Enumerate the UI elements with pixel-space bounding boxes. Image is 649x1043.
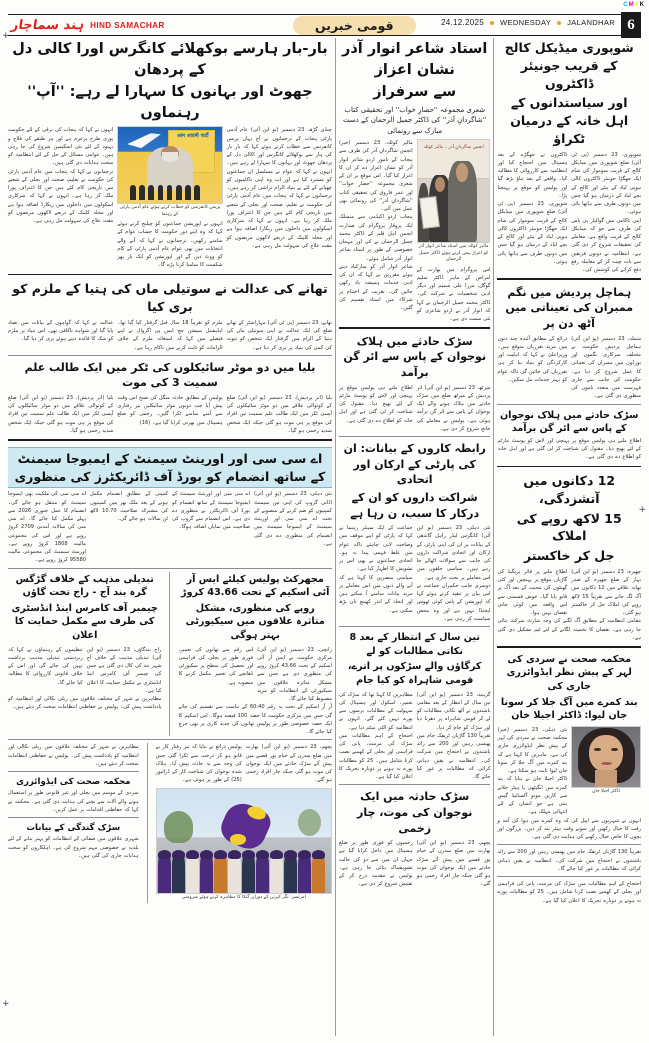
article-himachal-headline: ہماچل پردیش میں نگم ممبران کی تعیناتی میں آٹھ دن پر (505, 285, 634, 331)
article-accident-headline: سڑک حادثہ میں ایک نوجوان کی موت، چار زخمی (357, 790, 473, 835)
article-rahul-para3: دوسری جانب حکمراں جماعت نے اس بیان پر تنقید کرتے ہوئے کہا کہ اپوزیشن کے پاس کوئی ٹھوس ایجنڈا نہیں ہے اور وہ محض سیاست کر رہی ہے۔ (416, 582, 491, 622)
article-airgun-headline: سڑک حادثے میں ہلاک نوجوان کے پاس سے ائر گن برآمد (343, 334, 487, 380)
center-column-group (339, 38, 491, 1036)
separator-dot-icon (557, 21, 561, 25)
article-sri-para3: آر آر اسکیم کے تحت یہ رقم 60:40 کے تناسب سے تقسیم کی جائے گی جس میں مرکزی حکومت کا حصہ 100 فیصد ہوگا۔ اس اسکیم کا ایک حصہ خصوصی طور پر پولیس تھانوں کی جدید کاری پر بھی خرچ کیا جائے گا۔ (178, 704, 332, 736)
poet-text-col (339, 139, 413, 323)
event-backdrop-text: انجمن شاگردانِ آذر ۔ مالیر کوٹلہ (423, 145, 484, 151)
article-aap-para1: چنڈی گڑھ، 23 دسمبر (یو این آئی) عام آدمی پارٹی پنجاب کے ترجمانوں نے آج یہاں پریس کانفرنس سے خطاب کرتے ہوئے کہا کہ بار بار کی ہار سے بوکھلائے کانگرس اور اکالی دل کے پردھان جھوٹ اور بہانوں کا سہارا لے رہے ہیں۔ انہوں نے کہا کہ عوام نے مسلسل ان جماعتوں کو مسترد کیا ہے اور اب وہ اپنی ناکامیوں کو چھپانے کے لئے بے بنیاد الزام تراشی کر رہے ہیں۔ (226, 127, 332, 192)
cmyk-y: Y (634, 2, 640, 8)
article-road-accident (339, 788, 491, 888)
article-shopuri-clash (497, 38, 641, 274)
right-tail-block (497, 848, 641, 905)
article-poet-headline-line2: سے سرفراز (373, 84, 457, 101)
right-tail-para2: احتجاج کے اہم مطالبات میں سڑک کی مرمت، پانی کی فراہمی اور بجلی کے کھمبے نصب کرنا شامل ہیں۔ 25 کو مطالبات پورے نہ ہونے پر دوبارہ تحریک کا اعلان کیا گیا ہے۔ (497, 881, 641, 904)
article-acc-cement (8, 445, 332, 565)
article-aap-para3: انہوں نے اپوزیشن جماعتوں کو چیلنج کرتے ہوئے کہا کہ وہ اپنے دور حکومت کا حساب عوام کے سامنے رکھیں۔ ترجمانوں نے کہا کہ آنے والے انتخابات میں بھی عوام عام آدمی پارٹی کے کام کو ووٹ دیں گے اور اپوزیشن کو ایک بار پھر شکست کا سامنا کرنا پڑے گا۔ (117, 221, 223, 269)
bottom-left-text-col (8, 743, 139, 903)
publication-date: 24.12.2025 (441, 18, 485, 27)
tree-left (164, 811, 194, 842)
article-sri-para1: رانچی، 23 دسمبر (یو این آئی) مرکزی حکومت نے ایس آر آئی اسکیم کے تحت 43.66 کروڑ روپے کی منظوری دی ہے جس سے مشکل متاثرہ علاقوں میں سیکیورٹی کے انتظامات کو مزید مضبوط کیا جائے گا۔ (257, 646, 332, 703)
article-air-gun (339, 333, 491, 433)
cmyk-k: K (639, 2, 645, 8)
article-poet-para1: مالیر کوٹلہ، 23 دسمبر (خبر) انجمن شاگردانِ آذر کی طرف سے پنجاب کے نامور اردو شاعر انوار آذر کو نشان اعزاز دے کر ان کا اعزاز کیا گیا۔ اس موقع پر ان کے شعری مجموعہ ''حصارِ خواب'' اور عمر فاروق کی تحقیقی کتاب ''شاگردانِ آذر'' کی رونمائی بھی عمل میں آئی۔ (338, 140, 413, 213)
article-fire-para3: مقامی انتظامیہ کے مطابق آگ لگنے کی وجہ شارٹ سرکٹ بتائی جا رہی ہے۔ نقصان کا تخمینہ لگانے کے لئے ٹیم تشکیل دی گئی ہے۔ (497, 618, 641, 641)
portrait-face (589, 735, 623, 772)
gatka-performance-photo (156, 788, 332, 894)
article-highway-para2: مظاہرین کا کہنا تھا کہ سڑک کی تعمیر، اسکول اور ہسپتال کی سہولت کے مطالبات برسوں سے پورے نہیں کئے گئے۔ انہوں نے انتظامیہ کو الٹی میٹم دیا ہے۔ (338, 691, 413, 731)
article-bandh-para1: راج نندگاؤں، 23 دسمبر (یو این آئی) تبدیلی مذہب کے خلاف آج شہر بند کی کال دی گئی ہے جس کی چیمبر آف کامرس اینڈ انڈسٹری نے مکمل حمایت کا اعلان کیا ہے۔ (86, 646, 162, 694)
article-health-advisory (497, 652, 641, 842)
award-ceremony-photo (417, 139, 491, 243)
bottom-left-block (8, 743, 332, 903)
cmyk-m: M (628, 2, 635, 8)
article-shopuri-para1: شوپوری، 23 دسمبر (پی ٹی آئی) ضلع شوپوری میں میڈیکل کالج کے قریب سوموار کی شام ایک جھگڑا جونیئر ڈاکٹروں کالی ہوپی لباد کے بیٹے اور کالج کے بچے لباد کے درمیان ہو گیا جس میں دونوں طرف سے ہاتھا پائی ہوئی۔ (571, 151, 641, 216)
mid-left-pair (8, 572, 332, 737)
article-health-headline-line1: محکمہ صحت نے سردی کی لہر کے پیش نظر ایڈوائزری جاری کی (506, 653, 632, 693)
article-right-brief-headline: سڑک حادثے میں ہلاک نوجوان کے پاس سے ائر گن برآمد (499, 409, 639, 435)
article-ballia-para2: پولیس کے مطابق حادثہ منگل کی صبح اس وقت پیش آیا جب دونوں موٹر سائیکلیں تیز رفتاری سے آمنے سامنے ٹکرا گئیں۔ زخمی کو ضلع ہسپتال میں بھرتی کرایا گیا ہے۔ (16) (117, 394, 223, 426)
microphone-cluster (129, 185, 212, 200)
article-acc-headline: اے سی سی اور اورینٹ سیمنٹ کے ایمبوجا سیمنٹ کے ساتھ انضمام کو بورڈ آف ڈائریکٹرز کی منظوری (8, 447, 332, 489)
article-himachal-para2: ذرائع کے مطابق آئندہ چند دنوں میں مزید تقرریاں متوقع ہیں۔ وزیراعلیٰ نے کہا کہ اہلیت اور کارکردگی کو بنیاد بنا کر ہی تقرریاں کی جائیں گی تاکہ عوام کو بہتر خدمات مل سکیں۔ (497, 335, 568, 383)
article-ballia-col3 (8, 394, 113, 435)
article-highway-para4: احتجاج کے اہم مطالبات میں سڑک کی مرمت، پانی کی فراہمی اور بجلی کے کھمبے نصب کرنا شامل ہیں۔ 25 کو مطالبات پورے نہ ہونے پر دوبارہ تحریک کا اعلان کیا گیا ہے۔ (338, 732, 413, 781)
article-fire-para1: چھپرہ، 23 دسمبر (یو این آئی) بہار کے ضلع چھپرہ کے صدر تھانہ علاقے میں 12 دکانوں میں آگ لگ جانے سے تقریباً 15 لاکھ روپے کی املاک جل کر خاکستر ہو گئی۔ (571, 568, 641, 617)
crop-mark-top-left: + (2, 31, 10, 41)
article-shopuri-para3: اپنی ناکامی میں گوالیار پی پاس کی طرف سے جو کہ میڈیکل کالج کے قریب واقع ہے، معاملے کی تحقیقات شروع کر دی گئی ہے۔ انتظامیہ نے دونوں فریقین سے بات چیت کر کے معاملہ رفع دفع کرانے کی کوشش کی۔ (571, 217, 641, 273)
article-ballia-headline: بلیا میں دو موٹر سائیکلوں کی ٹکر میں ایک طالب علم سمیت 3 کی موت (24, 360, 316, 390)
article-poet-para2: پنجاب اردو اکیڈمی سے منسلک ایک پروقار پروگرام کی صدارت انجمن اہل قلم کے ڈاکٹر محمد جمیل الرحمان نے کی اور مہمان خصوصی کے طور پر استاد شاعر انوار آذر شامل ہوئے۔ (338, 214, 413, 262)
article-thane-court (8, 279, 332, 352)
crop-mark-bottom-left: + (2, 999, 10, 1009)
article-accident-para3: زخمیوں کو فوری طور پر ضلع ہسپتال میں داخل کرایا گیا ہے جہاں ان میں سے دو کی حالت تشویشناک بتائی جا رہی ہے۔ پولیس نے مقدمہ درج کر کے تفتیش شروع کر دی ہے۔ (338, 840, 413, 888)
article-aap-photo-col (117, 126, 222, 269)
party-backdrop-text: आम आदमी पार्टी (176, 133, 209, 140)
article-acc-col2 (172, 490, 250, 564)
page-number-badge: 6 (621, 12, 641, 38)
article-fire-headline-line3: جل کر خاکستر (523, 548, 615, 564)
article-health-para2: ڈاکٹر اجیلا خان نے بتایا کہ بند کمرے میں انگیٹھی یا ہیٹر جلانے سے کاربن مونو آکسائیڈ گیس بنتی ہے جو انسان کے لئے انتہائی مہلک ہے۔ (497, 776, 568, 816)
article-shopuri-para2: ڈاکٹروں نے جھگڑے کے بعد ہسپتال میں احتجاج کیا اور انتظامیہ سے کارروائی کا مطالبہ کیا۔ واقعے کے بعد تناؤ بڑھ گیا اور پولیس کو موقع پر پہنچنا پڑا۔ (497, 151, 568, 199)
article-fire-headline-line2: 15 لاکھ روپے کی املاک (516, 510, 622, 544)
article-poet-subhead: شعری مجموعہ ''حصارِ خواب'' اور تحقیقی کتاب ''شاگردانِ آذر'' کی ڈاکٹر جمیل الرحمان کے دست مبارک سے رونمائی (343, 105, 487, 135)
doctor-portrait-photo (571, 726, 641, 788)
article-ballia-col1 (227, 394, 332, 435)
article-highway-headline-line2: کرگاؤں والے سڑکوں پر اترے، قومی شاہراہ کو کیا جام (347, 661, 482, 687)
article-ballia (8, 359, 332, 435)
advisory-para: سردی کے موسم میں بجلی اور غیر قانونی طور پر استعمال ہونے والے آلات سے بچنے کی ہدایت دی گئی ہے۔ محکمہ نے کہا کہ حفاظتی اقدامات پر عمل کریں۔ (8, 790, 139, 813)
sanitation-para: شہری علاقوں میں صفائی کے انتظامات کو بہتر بنانے کے لئے بلدیہ نے خصوصی مہم شروع کی ہے۔ اہلکاروں کو سخت ہدایات جاری کی گئی ہیں۔ (8, 836, 139, 859)
article-aap-para2: ترجمانوں نے کہا کہ پنجاب میں عام آدمی پارٹی کی حکومت نے تعلیم، صحت اور بجلی کے شعبے میں تاریخی کام کئے ہیں جن کا اعتراف پورا ملک کر رہا ہے۔ انہوں نے کہا کہ سرکاری اسکولوں میں داخلوں میں ریکارڈ اضافہ ہوا ہے اور محلہ کلینک کے ذریعے لاکھوں مریضوں کو مفت علاج کی سہولت مل رہی ہے۔ (226, 193, 332, 249)
poet-photo-col (417, 139, 491, 323)
masthead-dateline (441, 18, 615, 27)
health-photo-col (571, 726, 641, 817)
advisory-headline: محکمہ صحت کی ایڈوائزری (16, 777, 131, 788)
article-rahul-para1: نئی دہلی، 23 دسمبر (یو این آئی) کانگرس لیڈر راہل گاندھی کے بیانات پر ان کی اپنی پارٹی کے ارکان اور اتحادی شراکت داروں کی جانب سے سوالات اٹھائے جا رہے ہیں۔ سیاسی حلقوں میں اس معاملے پر بحث جاری ہے۔ (416, 525, 491, 581)
article-poet-para3: اس پروگرام میں بھارت کے امراض کے ماہر ڈاکٹر سلیم گوگل، مرزا علی شمیم اور دیگر ادبی شخصیات نے شرکت کی۔ ڈاکٹر محمد جمیل الرحمان نے کہا کہ انوار آذر نے اردو شاعری کو نئی سمت دی ہے۔ (416, 266, 491, 322)
article-acc-para4: اے سی سی کی ملکیت بھی ایمبوجا سیمنٹ کو منتقل ہو جائے گی۔ انضمام کا عمل جنوری 2026 سے پہلے مکمل کیا جائے گا۔ اے سی سی کی سالانہ آمدنی 2709 کروڑ روپے ہے اور اس کی مجموعی مالیت 1808 کروڑ روپے ہے۔ اورینٹ سیمنٹ کی مجموعی مالیت 95580 کروڑ روپے ہے۔ (8, 491, 86, 564)
article-aap-para4: انہوں نے کہا کہ پنجاب کی ترقی کے لئے حکومت پوری طرح پرعزم ہے اور ہر طبقے کی فلاح و بہبود کے لئے نئی اسکیمیں شروع کی جا رہی ہیں۔ عوامی مسائل کے حل کے لئے انتظامیہ کو سخت ہدایات دی گئی ہیں۔ (8, 127, 114, 167)
article-aap-col3 (8, 126, 113, 269)
article-shops-fire (497, 471, 641, 642)
article-bandh-para2: تنظیموں کے رہنماؤں نے کہا کہ زبردستی تبدیلی مذہب برداشت نہیں کی جائے گی اور اس کے خلاف قانونی کارروائی کا مطالبہ کیا جائے گا۔ (7, 646, 83, 686)
article-aap-para2-dup: ترجمانوں نے کہا کہ پنجاب میں عام آدمی پارٹی کی حکومت نے تعلیم، صحت اور بجلی کے شعبے میں تاریخی کام کئے ہیں جن کا اعتراف پورا ملک کر رہا ہے۔ انہوں نے کہا کہ سرکاری اسکولوں میں داخلوں میں ریکارڈ اضافہ ہوا ہے اور محلہ کلینک کے ذریعے لاکھوں مریضوں کو مفت علاج کی سہولت مل رہی ہے۔ (8, 168, 114, 225)
right-column-group (497, 38, 641, 1036)
article-ballia-para1-cont: بلیا (اتر پردیش)، 23 دسمبر (یو این آئی) ضلع کے کوتوالی علاقے میں دو موٹر سائیکلوں کی آپسی ٹکر میں ایک طالب علم سمیت تین افراد کی موقع پر ہی موت ہو گئی جبکہ ایک شخص شدید زخمی ہو گیا۔ (8, 394, 114, 434)
speaker-beard (162, 152, 179, 161)
article-ballia-col2 (117, 394, 222, 435)
article-rahul-statements (339, 440, 491, 623)
performer-cloth (230, 834, 246, 844)
article-thane-para1: تھانے، 23 دسمبر (پی ٹی آئی) مہاراشٹر کے تھانے ضلع کی ایک عدالت نے اپنی سوتیلی ماں کی ہتیا کے الزام میں گرفتار ایک شخص کو ثبوت کی کمی کی بنیاد پر بری کر دیا ہے۔ (226, 319, 332, 351)
cmyk-c: C (623, 2, 629, 8)
publication-city: JALANDHAR (567, 18, 615, 27)
article-highway-blockade (339, 630, 491, 781)
article-fire-headline-line1: 12 دکانوں میں آتشزدگی، (523, 473, 616, 506)
article-health-para3: انہوں نے شہریوں سے اپیل کی کہ وہ کمرے میں ہوا کی آمد و رفت کا خیال رکھیں اور سوتے وقت ہیٹر بند کر دیں۔ بزرگوں اور بچوں کا خاص خیال رکھنے کی ہدایت دی گئی ہے۔ (497, 817, 641, 841)
article-health-para1: نئی دہلی، 23 دسمبر (خبر) محکمہ صحت نے سردی کی لہر کے پیش نظر ایڈوائزری جاری کی ہے۔ ماہرین کا کہنا ہے کہ بند کمرے میں آگ جلا کر سونا جان لیوا ثابت ہو سکتا ہے۔ (497, 726, 568, 775)
article-acc-para2: اے سی سی اور اورینٹ سیمنٹ کے ایمبوجا سیمنٹ کے ساتھ انضمام کو بورڈ آف ڈائریکٹرز نے منظوری دے دی ہے۔ اس انضمام سے گروپ کی صلاحیت میں نمایاں اضافہ ہوگا۔ (171, 491, 250, 531)
article-aap-headline-line1: بار-بار ہارسے بوکھلائے کانگرس اورا کالی دل کے پردھان (12, 41, 328, 78)
article-acc-col4 (8, 490, 86, 564)
article-right-brief (497, 408, 641, 462)
article-rahul-para4: سیاسی مبصرین کا کہنا ہے کہ آنے والے دنوں میں اس معاملے پر مزید بیانات سامنے آ سکتے ہیں اور اتحاد کے اندر کھینچ تان بڑھ سکتی ہے۔ (338, 574, 413, 614)
article-airgun-para2: اطلاع ملتے ہی پولیس موقع پر پہنچی اور لاش کو پوسٹ مارٹم کے لئے بھیج دیا۔ مقتول کی شناخت کر لی گئی ہے اور اہل خانہ کو اطلاع دے دی گئی ہے۔ (338, 384, 413, 424)
article-thane-col3 (8, 319, 113, 352)
cmyk-registration-marks (623, 2, 645, 8)
article-aap-headline-line2: جھوٹ اور بہانوں کا سہارا لے رہے: ''آپ'' رہنماوں (27, 84, 313, 121)
article-highway-headline-line1: تین سال کے انتظار کے بعد 8 نکاتی مطالبات کو لے (349, 632, 480, 657)
article-rahul-headline-line1: رابطہ کاروں کے بیانات: ان کی پارٹی کے ارکان اور اتحادی (343, 442, 486, 487)
article-rahul-para2: جماعت کے ایک سینئر رہنما نے کہا کہ پارٹی کو اپنے موقف میں وضاحت لانی چاہئے تاکہ عوام میں غلط فہمی پیدا نہ ہو۔ اتحادی جماعتوں نے بھی اس پر تشویش کا اظہار کیا ہے۔ (338, 525, 413, 573)
left-column-group (8, 38, 332, 1036)
article-poet-award (339, 38, 491, 323)
award-photo-caption: مالیر کوٹلہ میں استاد شاعر انوار آذر کو اعزاز پیش کرتے ہوئے ڈاکٹر جمیل الرحمان (418, 244, 489, 263)
portrait-neck (595, 770, 617, 787)
article-shopuri-para1-cont: شوپوری، 23 دسمبر (پی ٹی آئی) ضلع شوپوری میں میڈیکل کالج کے قریب سوموار کی شام ایک جھگڑا جونیئر ڈاکٹروں کالی ہوپی لباد کے بیٹے اور کالج کے بچے لباد کے درمیان ہو گیا جس میں دونوں طرف سے ہاتھا پائی ہوئی۔ (497, 201, 568, 265)
gatka-lead-para2: پولیس ذرائع نے بتایا کہ تیز رفتار کار بے قابو ہو کر درخت سے ٹکرا گئی جس کی وجہ سے یہ حادثہ پیش آیا۔ ہلاک شدہ نوجوان کی شناخت کار کے ڈرائیور (25) کے طور پر ہوئی ہے۔ (155, 744, 242, 784)
article-rahul-headline-line2: شراکت داروں کو ان کے درکار کا سبب، ن رہا ہے (350, 491, 480, 520)
article-himachal-para1: شملہ، 23 دسمبر (یو این آئی) ہماچل پردیش حکومت نے مختلف سرکاری نگموں اور بورڈوں میں ممبران کی تعیناتی کا عمل شروع کر دیا ہے۔ حکومت کی جانب سے جاری فہرست میں متعدد ناموں کی منظوری دی گئی ہے۔ (571, 335, 641, 400)
page-body (8, 38, 641, 1036)
article-acc-col1 (254, 490, 332, 564)
article-thane-col1 (227, 319, 332, 352)
aap-press-conference-photo (117, 126, 222, 204)
article-conversion-bandh (8, 572, 161, 737)
article-shopuri-headline-line1: شوپوری میڈیکل کالج کے قریب جونیئر ڈاکٹروں (504, 40, 634, 91)
tree-right (298, 809, 321, 836)
article-accident-para1: پچھم، 23 دسمبر (یو این آئی) بھارت میں ضلع سدرن کے خیام پور قصبے میں پیش آئے سڑک حادثے میں ایک نوجوان کی موت ہو گئی جبکہ چار افراد زخمی ہو گئے۔ (416, 840, 491, 888)
article-sri-headline-line1: مجھرکٹ پولیس کیلئے ایس آر آئی اسکیم کے تحت 43.66 کروڑ (181, 573, 330, 599)
article-highway-para1: گریبند، 23 دسمبر (یو این آئی) تین سال کے انتظار کے بعد مقامی باشندوں نے آٹھ نکاتی مطالبات کو لے کر قومی شاہراہ پر دھرنا دیا اور سڑک کو جام کر دیا۔ (416, 691, 491, 731)
doctor-photo-caption: ڈاکٹر اجیلا خان (592, 788, 621, 794)
article-thane-para2: ملزم کو تقریباً 18 سال قبل گرفتار کیا گیا تھا۔ ایڈیشنل سیشن جج ایس پی اگروال نے اپنے فیصلے میں کہا کہ استغاثہ ملزم کے خلاف الزامات کو ثابت کرنے میں ناکام رہا ہے۔ (117, 319, 223, 351)
article-himachal-nigam (497, 284, 641, 401)
aap-photo-caption: پریس کانفرنس کو خطاب کرتے ہوئے عام آدمی پارٹی کے رہنما (119, 205, 221, 217)
article-shopuri-headline-line2: اور سیاستدانوں کے اہل خانہ کے درمیان ٹکراؤ (510, 95, 629, 146)
honoree-head (435, 177, 445, 192)
publication-day: WEDNESDAY (500, 18, 552, 27)
article-acc-para3: کمپنی کے مطابق انضمام مکمل ہونے کے بعد ملک بھر میں کمپنیوں کی مشترکہ صلاحیت 10.70 لاکھ ٹن سالانہ ہو جائے گی۔ (90, 491, 168, 523)
article-sri-para2: اس رقم سے تھانوں کی تعمیر، فوری طور پر بجلی کی فراہمی اور تحصیل کی سطح پر سکیورٹی ڈھانچے کی تعمیر مکمل کرنے کا منصوبہ ہے۔ (178, 646, 254, 686)
article-aap (8, 38, 332, 270)
gatka-lead-para1: پچھم، 23 دسمبر (یو این آئی) بھارت میں ضلع سدرن کے خیام پور قصبے میں پیش آئے سڑک حادثے میں ایک نوجوان کی موت ہو گئی جبکہ چار افراد زخمی ہو گئے۔ (245, 744, 332, 784)
article-thane-headline: تھانے کی عدالت نے سوتیلی ماں کی ہتیا کے ملزم کو بری کیا (12, 281, 328, 314)
right-tail-para1: تقریباً 130 گاڑیاں ٹریفک جام میں پھنسی رہیں اور 200 سے زائد باشندوں نے احتجاج میں شرکت کی۔ انتظامیہ نے یقین دہانی کرائی کہ مطالبات پر غور کیا جائے گا۔ (497, 849, 641, 872)
article-aap-col1 (227, 126, 332, 269)
crop-mark-right-middle: + (638, 505, 646, 515)
article-bandh-headline-line1: تبدیلی مذہب کے خلاف گڑگس گرہ بند آج - راج تخت گاؤں (15, 573, 154, 599)
article-poet-para4: شاعر انوار آذر کو مبارکباد دیتے ہوئے مقررین نے کہا کہ ان کی ادبی خدمات ہمیشہ یاد رکھی جائیں گی۔ تقریب کے اختتام پر شرکاء میں اسناد تقسیم کی گئیں۔ (338, 263, 413, 312)
article-right-brief-para: اطلاع ملتے ہی پولیس موقع پر پہنچی اور لاش کو پوسٹ مارٹم کے لئے بھیج دیا۔ مقتول کی شناخت کر لی گئی ہے اور اہل خانہ کو اطلاع دے دی گئی ہے۔ (497, 437, 641, 461)
article-airgun-para1: میرٹھ، 23 دسمبر (یو این آئی) اتر پردیش کے میرٹھ ضلع میں سڑک حادثے میں ہلاک ہونے والے ایک نوجوان کے پاس سے ائر گن برآمد ہوئی ہے۔ پولیس نے معاملے کی جانچ شروع کر دی ہے۔ (416, 384, 491, 432)
article-sri-headline-line2: روپے کی منظوری، مشکل متاثرہ علاقوں میں سیکیورٹی بہتر ہوگی (185, 602, 325, 641)
article-ballia-para1: بلیا (اتر پردیش)، 23 دسمبر (یو این آئی) ضلع کے کوتوالی علاقے میں دو موٹر سائیکلوں کی آپسی ٹکر میں ایک طالب علم سمیت تین افراد کی موقع پر ہی موت ہو گئی جبکہ ایک شخص شدید زخمی ہو گیا۔ (226, 394, 332, 434)
article-health-headline-line2: بند کمرے میں آگ جلا کر سونا جان لیوا: ڈاکٹر اجیلا خان (500, 696, 638, 722)
article-highway-para3: تقریباً 130 گاڑیاں ٹریفک جام میں پھنسی رہیں اور 200 سے زائد باشندوں نے احتجاج میں شرکت کی۔ انتظامیہ نے یقین دہانی کرائی کہ مطالبات پر غور کیا جائے گا۔ (416, 732, 491, 781)
publication-logo[interactable] (8, 18, 238, 33)
logo-urdu-text: ہند سماچار (9, 17, 86, 33)
article-bandh-headline-line2: چیمبر آف کامرس اینڈ انڈسٹری کی طرف سے مکمل حمایت کا اعلان (11, 602, 158, 641)
article-poet-headline-line1: استاد شاعر انوار آذر نشان اعزاز (342, 41, 488, 78)
article-acc-para1: نئی دہلی، 23 دسمبر (یو این آئی) اڈانی گروپ کی اپنی تین سیمنٹ کمپنیوں کو ضم کرنے کے منصوبے کے تحت اے سی سی اور اورینٹ سیمنٹ کے ایمبوجا سیمنٹ میں انضمام کی منظوری دے دی گئی ہے۔ (253, 491, 332, 547)
bottom-left-para1: مظاہرین نے شہر کے مختلف علاقوں میں ریلی نکالی اور انتظامیہ کو یادداشت پیش کی۔ پولیس نے حفاظتی انتظامات سخت کر دیئے ہیں۔ (8, 744, 139, 767)
article-thane-para3: عدالت نے کہا کہ گواہوں کے بیانات میں تضاد پایا گیا اور شواہد ناکافی تھے۔ اس بنیاد پر ملزم کو شک کا فائدہ دیتے ہوئے بری کر دیا گیا۔ (8, 319, 114, 343)
article-thane-col2 (117, 319, 222, 352)
article-fire-para2: اطلاع ملنے پر فائر بریگیڈ کی گاڑیاں موقع پر پہنچیں اور کئی گھنٹوں کی محنت کے بعد آگ پر قابو پایا گیا۔ خوش قسمتی سے اس واقعہ میں کوئی جانی نقصان نہیں ہوا۔ (497, 568, 568, 617)
sanitation-headline: سڑک گندگی کے بیانات (26, 823, 121, 834)
article-sri-scheme (178, 572, 331, 737)
gatka-photo-block (156, 743, 332, 903)
logo-latin-text: HIND SAMACHAR (90, 20, 165, 30)
gatka-photo-caption: امرتسر: نگر کیرتن کے دوران گتکا کا مظاہرہ کرتے ہوئے شرومنی (181, 894, 306, 900)
separator-dot-icon (490, 21, 494, 25)
masthead (8, 14, 641, 36)
article-bandh-para3: مظاہرین نے شہر کے مختلف علاقوں میں ریلی نکالی اور انتظامیہ کو یادداشت پیش کی۔ پولیس نے حفاظتی انتظامات سخت کر دیئے ہیں۔ (7, 696, 162, 711)
spectator-crowd (157, 845, 331, 893)
presenter-head (456, 163, 468, 182)
section-badge: قومی خبریں (293, 16, 416, 35)
article-acc-col3 (90, 490, 168, 564)
